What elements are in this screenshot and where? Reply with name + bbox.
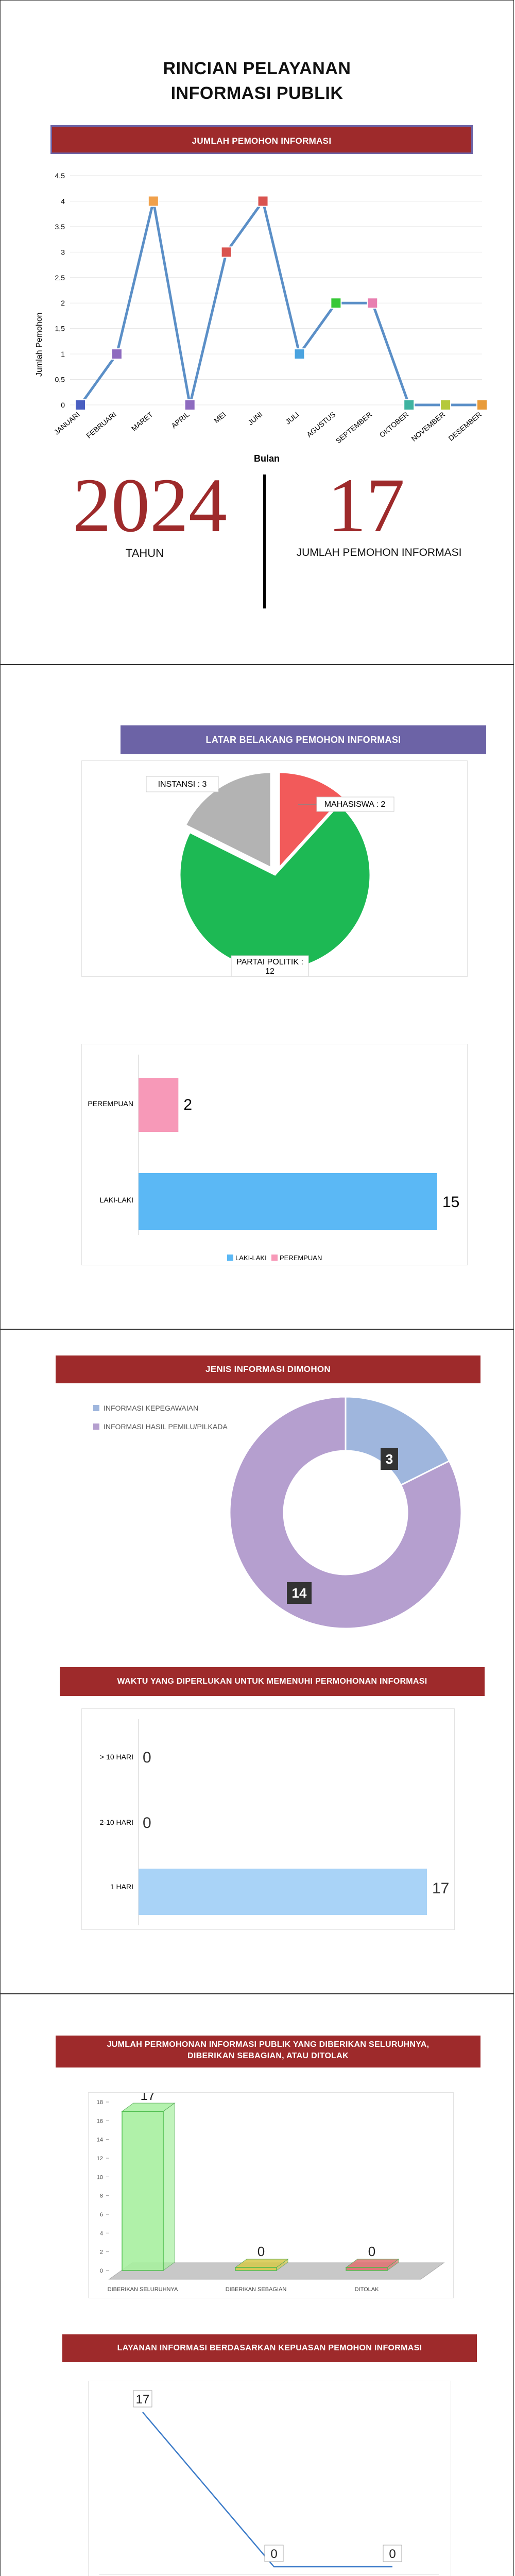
bar-laki-laki <box>139 1173 437 1230</box>
y-axis-title: Jumlah Pemohon <box>35 312 44 377</box>
waktu-value-0: 0 <box>143 1749 151 1766</box>
pie-box <box>81 760 468 977</box>
y-tick-label: 4 <box>61 197 65 206</box>
line-point <box>185 400 195 410</box>
line-chart-kepuasan <box>89 2381 451 2576</box>
bar-perempuan <box>139 1078 178 1132</box>
y-tick-label: 12 <box>96 2156 103 2162</box>
x-tick-label: FEBRUARI <box>84 410 118 440</box>
pie-label-partai: PARTAI POLITIK : <box>236 958 303 967</box>
x-tick-label: NOVEMBER <box>409 410 447 443</box>
legend-laki: LAKI-LAKI <box>235 1254 267 1262</box>
banner-diberikan <box>56 2036 480 2067</box>
waktu-label-1: 2-10 HARI <box>99 1818 133 1826</box>
x-tick-label: JULI <box>284 410 301 426</box>
y-tick-label: 1,5 <box>55 324 65 333</box>
bar3d-front <box>235 2267 277 2270</box>
y-tick-label: 3,5 <box>55 222 65 231</box>
y-tick-label: 2 <box>99 2249 103 2256</box>
pie-label-instansi: INSTANSI : 3 <box>158 780 207 789</box>
line-point <box>112 349 122 359</box>
banner-jenis-informasi: JENIS INFORMASI DIMOHON <box>56 1355 480 1383</box>
x-tick-label: APRIL <box>169 410 191 430</box>
year-value: 2024 <box>73 463 227 548</box>
kepuasan-box <box>88 2381 451 2576</box>
banner-diberikan-line1: JUMLAH PERMOHONAN INFORMASI PUBLIK YANG DIBERIKAN SELURUHNYA, <box>107 2040 430 2049</box>
line-point <box>367 298 377 308</box>
count-label: JUMLAH PEMOHON INFORMASI <box>296 547 462 558</box>
bar3d-value: 17 <box>140 2093 156 2104</box>
bar3d-front <box>346 2267 387 2270</box>
line-chart-pemohon <box>29 160 492 464</box>
bar3d-front <box>122 2111 163 2270</box>
bar3d-value: 0 <box>368 2244 376 2259</box>
banner-kepuasan: LAYANAN INFORMASI BERDASARKAN KEPUASAN PEMOHON INFORMASI <box>62 2334 477 2362</box>
line-point <box>294 349 304 359</box>
bar-value-laki: 15 <box>442 1194 460 1211</box>
panel-latar-belakang <box>0 665 514 1329</box>
bar-label-perempuan: PEREMPUAN <box>88 1099 133 1108</box>
donut-chart-jenis <box>93 1386 485 1644</box>
y-tick-label: 16 <box>96 2118 103 2125</box>
y-tick-label: 2 <box>61 299 65 308</box>
y-tick-label: 4,5 <box>55 172 65 180</box>
line-point <box>258 196 268 206</box>
line-point <box>75 400 85 410</box>
bar-chart-waktu <box>82 1709 454 1929</box>
y-tick-label: 1 <box>61 350 65 359</box>
pie-chart-latar <box>82 761 467 976</box>
panel-jumlah-pemohon <box>0 0 514 665</box>
bar3d-chart <box>89 2093 453 2298</box>
banner-waktu: WAKTU YANG DIPERLUKAN UNTUK MEMENUHI PERMOHONAN INFORMASI <box>60 1667 485 1696</box>
waktu-label-0: > 10 HARI <box>100 1753 133 1761</box>
x-tick-label: DIBERIKAN SEBAGIAN <box>225 2286 287 2293</box>
x-tick-label: DIBERIKAN SELURUHNYA <box>107 2286 178 2293</box>
y-tick-label: 3 <box>61 248 65 257</box>
y-tick-label: 14 <box>96 2137 103 2143</box>
kepuasan-value: 0 <box>270 2547 278 2561</box>
pie-label-mahasiswa: MAHASISWA : 2 <box>324 800 386 809</box>
x-tick-label: MEI <box>212 410 228 425</box>
x-axis-title: Bulan <box>253 453 280 464</box>
banner-diberikan-line2: DIBERIKAN SEBAGIAN, ATAU DITOLAK <box>187 2052 349 2060</box>
line-point <box>221 247 232 257</box>
bar-chart-gender <box>82 1044 467 1265</box>
bar3d-box <box>88 2092 454 2298</box>
x-tick-label: OKTOBER <box>377 410 410 439</box>
line-point <box>477 400 487 410</box>
panel-jenis-informasi <box>0 1329 514 1994</box>
x-tick-label: JANUARI <box>52 410 81 436</box>
y-tick-label: 2,5 <box>55 273 65 282</box>
donut-value-kepegawaian: 3 <box>385 1451 393 1467</box>
banner-latar-belakang: LATAR BELAKANG PEMOHON INFORMASI <box>121 725 486 754</box>
gender-box <box>81 1044 468 1265</box>
line-point <box>404 400 414 410</box>
x-tick-label: SEPTEMBER <box>334 410 374 445</box>
year-label: TAHUN <box>125 547 164 560</box>
bar-label-laki: LAKI-LAKI <box>99 1196 133 1204</box>
x-tick-label: MARET <box>129 410 154 433</box>
x-tick-label: DITOLAK <box>354 2286 379 2293</box>
y-tick-label: 0 <box>99 2268 103 2274</box>
waktu-box <box>81 1708 455 1930</box>
divider <box>263 474 266 608</box>
panel-permohonan-diberikan <box>0 1994 514 2576</box>
bar-1-hari <box>139 1869 427 1915</box>
y-tick-label: 0,5 <box>55 375 65 384</box>
y-tick-label: 8 <box>99 2193 103 2199</box>
y-tick-label: 18 <box>96 2099 103 2106</box>
y-tick-label: 4 <box>99 2230 103 2237</box>
count-value: 17 <box>328 463 405 548</box>
y-tick-label: 0 <box>61 401 65 409</box>
legend-pemilu: INFORMASI HASIL PEMILU/PILKADA <box>104 1422 228 1431</box>
x-tick-label: JUNI <box>246 410 264 427</box>
x-tick-label: DESEMBER <box>447 410 483 443</box>
page-title-line2: INFORMASI PUBLIK <box>170 83 344 103</box>
legend-perempuan: PEREMPUAN <box>280 1254 322 1262</box>
bar3d-side <box>163 2103 175 2270</box>
banner-jumlah-pemohon: JUMLAH PEMOHON INFORMASI <box>50 125 473 154</box>
waktu-value-1: 0 <box>143 1815 151 1832</box>
y-tick-label: 10 <box>96 2174 103 2181</box>
line-point <box>331 298 341 308</box>
kepuasan-value: 0 <box>389 2547 396 2561</box>
page-title-line1: RINCIAN PELAYANAN <box>163 59 351 78</box>
legend-kepegawaian: INFORMASI KEPEGAWAIAN <box>104 1404 199 1412</box>
waktu-value-2: 17 <box>432 1880 450 1897</box>
x-tick-label: AGUSTUS <box>305 410 337 439</box>
pie-label-partai-value: 12 <box>265 967 274 976</box>
bar3d-value: 0 <box>257 2244 265 2259</box>
line-point <box>440 400 451 410</box>
line-point <box>148 196 159 206</box>
bar-value-perempuan: 2 <box>183 1096 193 1113</box>
y-tick-label: 6 <box>99 2212 103 2218</box>
donut-value-pemilu: 14 <box>291 1585 307 1601</box>
waktu-label-2: 1 HARI <box>110 1883 133 1891</box>
kepuasan-value: 17 <box>135 2393 150 2406</box>
